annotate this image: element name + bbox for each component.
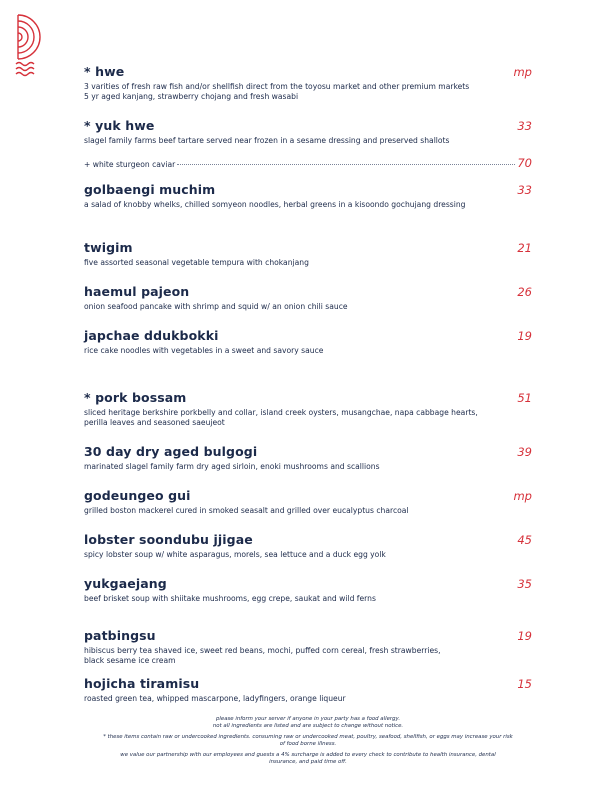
menu-item-twigim — [84, 240, 532, 268]
menu-item-golbaengi-muchim — [84, 182, 532, 210]
allergy-notice: please inform your server if anyone in your party has a food allergy. not all ingredients are listed and are subject to change without notice. — [212, 716, 404, 729]
dish-name: * yuk hwe — [84, 118, 155, 133]
dish-name: japchae ddukbokki — [84, 328, 219, 343]
dish-description: onion seafood pancake with shrimp and squid w/ an onion chili sauce — [84, 302, 348, 311]
dish-price: 51 — [517, 391, 532, 405]
dish-name: * hwe — [84, 64, 125, 79]
dish-name: godeungeo gui — [84, 488, 191, 503]
dish-description: rice cake noodles with vegetables in a sweet and savory sauce — [84, 346, 324, 355]
addon-price: 70 — [517, 156, 532, 170]
dish-price: mp — [513, 65, 532, 79]
surcharge-notice: we value our partnership with our employees and guests a 4% surcharge is added to every check to contribute to health insurance, dental insurance, and paid time off. — [120, 752, 496, 765]
menu-item-pork-bossam — [84, 390, 532, 428]
dish-description: 3 varities of fresh raw fish and/or shellfish direct from the toyosu market and other premium markets 5 yr aged kanjang, strawberry chojang and fresh wasabi — [84, 82, 470, 101]
addon-row — [84, 156, 532, 170]
dish-name: patbingsu — [84, 628, 156, 643]
dish-description: marinated slagel family farm dry aged sirloin, enoki mushrooms and scallions — [84, 462, 380, 471]
dish-description: slagel family farms beef tartare served near frozen in a sesame dressing and preserved shallots — [84, 136, 450, 145]
dish-price: 26 — [517, 285, 532, 299]
dish-name: * pork bossam — [84, 390, 187, 405]
dish-price: 33 — [517, 183, 532, 197]
menu-item-hwe — [84, 64, 532, 102]
dish-price: 21 — [517, 241, 532, 255]
raw-food-warning: * these items contain raw or undercooked ingredients. consuming raw or undercooked meat, poultry, seafood, shellfish, or eggs may increase your risk of food borne illness. — [103, 734, 513, 747]
dish-price: 45 — [517, 533, 532, 547]
dish-description: beef brisket soup with shiitake mushrooms, egg crepe, saukat and wild ferns — [84, 594, 376, 603]
menu-item-dry-aged-bulgogi — [84, 444, 532, 472]
dish-name: twigim — [84, 240, 133, 255]
menu-item-yuk-hwe — [84, 118, 532, 170]
dish-price: 39 — [517, 445, 532, 459]
menu-item-lobster-soondubu-jjigae — [84, 532, 532, 560]
menu-footer — [84, 716, 532, 770]
dish-price: 19 — [517, 629, 532, 643]
dish-description: hibiscus berry tea shaved ice, sweet red beans, mochi, puffed corn cereal, fresh strawberries, black sesame ice cream — [84, 646, 441, 665]
menu-item-hojicha-tiramisu — [84, 676, 532, 704]
dish-name: haemul pajeon — [84, 284, 190, 299]
dish-price: 15 — [517, 677, 532, 691]
menu-item-japchae-ddukbokki — [84, 328, 532, 356]
menu-item-yukgaejang — [84, 576, 532, 604]
dish-name: golbaengi muchim — [84, 182, 216, 197]
dish-price: 35 — [517, 577, 532, 591]
menu-item-patbingsu — [84, 628, 532, 666]
addon-label: + white sturgeon caviar — [84, 160, 176, 169]
menu-item-haemul-pajeon — [84, 284, 532, 312]
dish-name: hojicha tiramisu — [84, 676, 200, 691]
restaurant-logo — [14, 12, 48, 80]
dish-description: sliced heritage berkshire porkbelly and collar, island creek oysters, musangchae, napa cabbage hearts, perilla leaves and seasoned saeujeot — [84, 408, 478, 427]
menu-item-godeungeo-gui — [84, 488, 532, 516]
dish-price: 33 — [517, 119, 532, 133]
dish-description: a salad of knobby whelks, chilled somyeon noodles, herbal greens in a kisoondo gochujang dressing — [84, 200, 466, 209]
dish-description: roasted green tea, whipped mascarpone, ladyfingers, orange liqueur — [84, 694, 346, 703]
dish-description: spicy lobster soup w/ white asparagus, morels, sea lettuce and a duck egg yolk — [84, 550, 386, 559]
dish-price: 19 — [517, 329, 532, 343]
dish-name: 30 day dry aged bulgogi — [84, 444, 258, 459]
dish-description: five assorted seasonal vegetable tempura with chokanjang — [84, 258, 309, 267]
dot-leader — [177, 164, 515, 165]
dish-price: mp — [513, 489, 532, 503]
dish-name: lobster soondubu jjigae — [84, 532, 253, 547]
dish-description: grilled boston mackerel cured in smoked seasalt and grilled over eucalyptus charcoal — [84, 506, 409, 515]
dish-name: yukgaejang — [84, 576, 167, 591]
